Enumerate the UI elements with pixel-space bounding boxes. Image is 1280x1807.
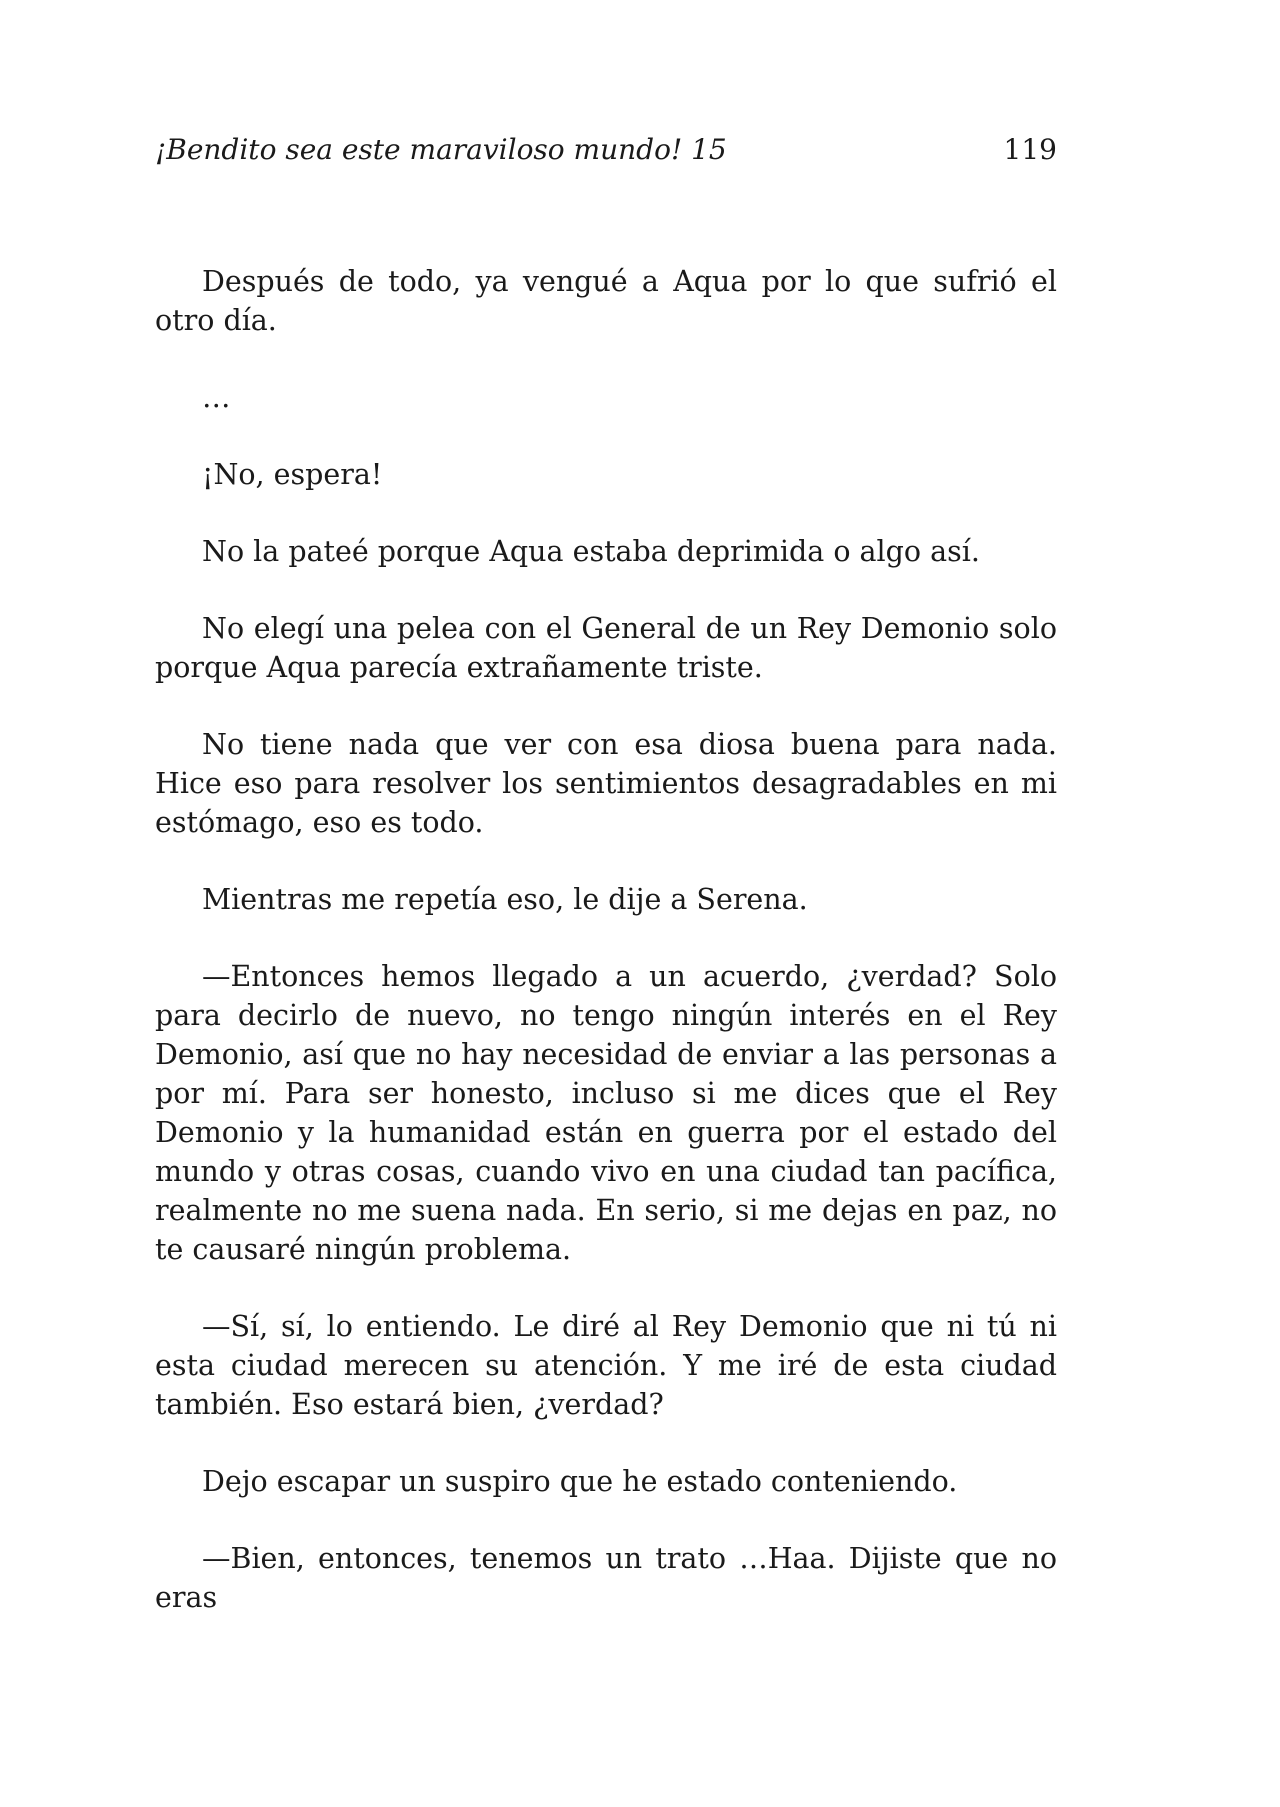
- paragraph: …: [202, 381, 231, 414]
- paragraph: ¡No, espera!: [202, 458, 383, 491]
- book-page: [155, 0, 1057, 1807]
- page-number: 119: [1003, 133, 1057, 166]
- paragraph: —Entonces hemos llegado a un acuerdo, ¿verdad? Solo para decirlo de nuevo, no tengo ningún interés en el Rey Demonio, así que no hay necesidad de enviar a las personas a por mí. Para ser honesto, incluso si me dices que el Rey Demonio y la humanidad están en guerra por el estado del mundo y otras cosas, cuando vivo en una ciudad tan pacífica, realmente no me suena nada. En serio, si me dejas en paz, no te causaré ningún problema.: [155, 960, 1057, 1266]
- paragraph: No tiene nada que ver con esa diosa buena para nada. Hice eso para resolver los sentimientos desagradables en mi estómago, eso es todo.: [155, 728, 1057, 839]
- body-text: [155, 262, 1057, 1655]
- paragraph: —Sí, sí, lo entiendo. Le diré al Rey Demonio que ni tú ni esta ciudad merecen su atención. Y me iré de esta ciudad también. Eso estará bien, ¿verdad?: [155, 1310, 1057, 1421]
- paragraph: No elegí una pelea con el General de un Rey Demonio solo porque Aqua parecía extrañamente triste.: [155, 612, 1057, 684]
- paragraph: No la pateé porque Aqua estaba deprimida o algo así.: [202, 535, 980, 568]
- paragraph: Dejo escapar un suspiro que he estado conteniendo.: [202, 1465, 958, 1498]
- paragraph: —Bien, entonces, tenemos un trato …Haa. Dijiste que no eras: [155, 1542, 1057, 1614]
- book-title: ¡Bendito sea este maraviloso mundo! 15: [155, 133, 727, 166]
- paragraph: Después de todo, ya vengué a Aqua por lo que sufrió el otro día.: [155, 265, 1057, 337]
- paragraph: Mientras me repetía eso, le dije a Serena.: [202, 883, 808, 916]
- running-header: [155, 132, 1057, 168]
